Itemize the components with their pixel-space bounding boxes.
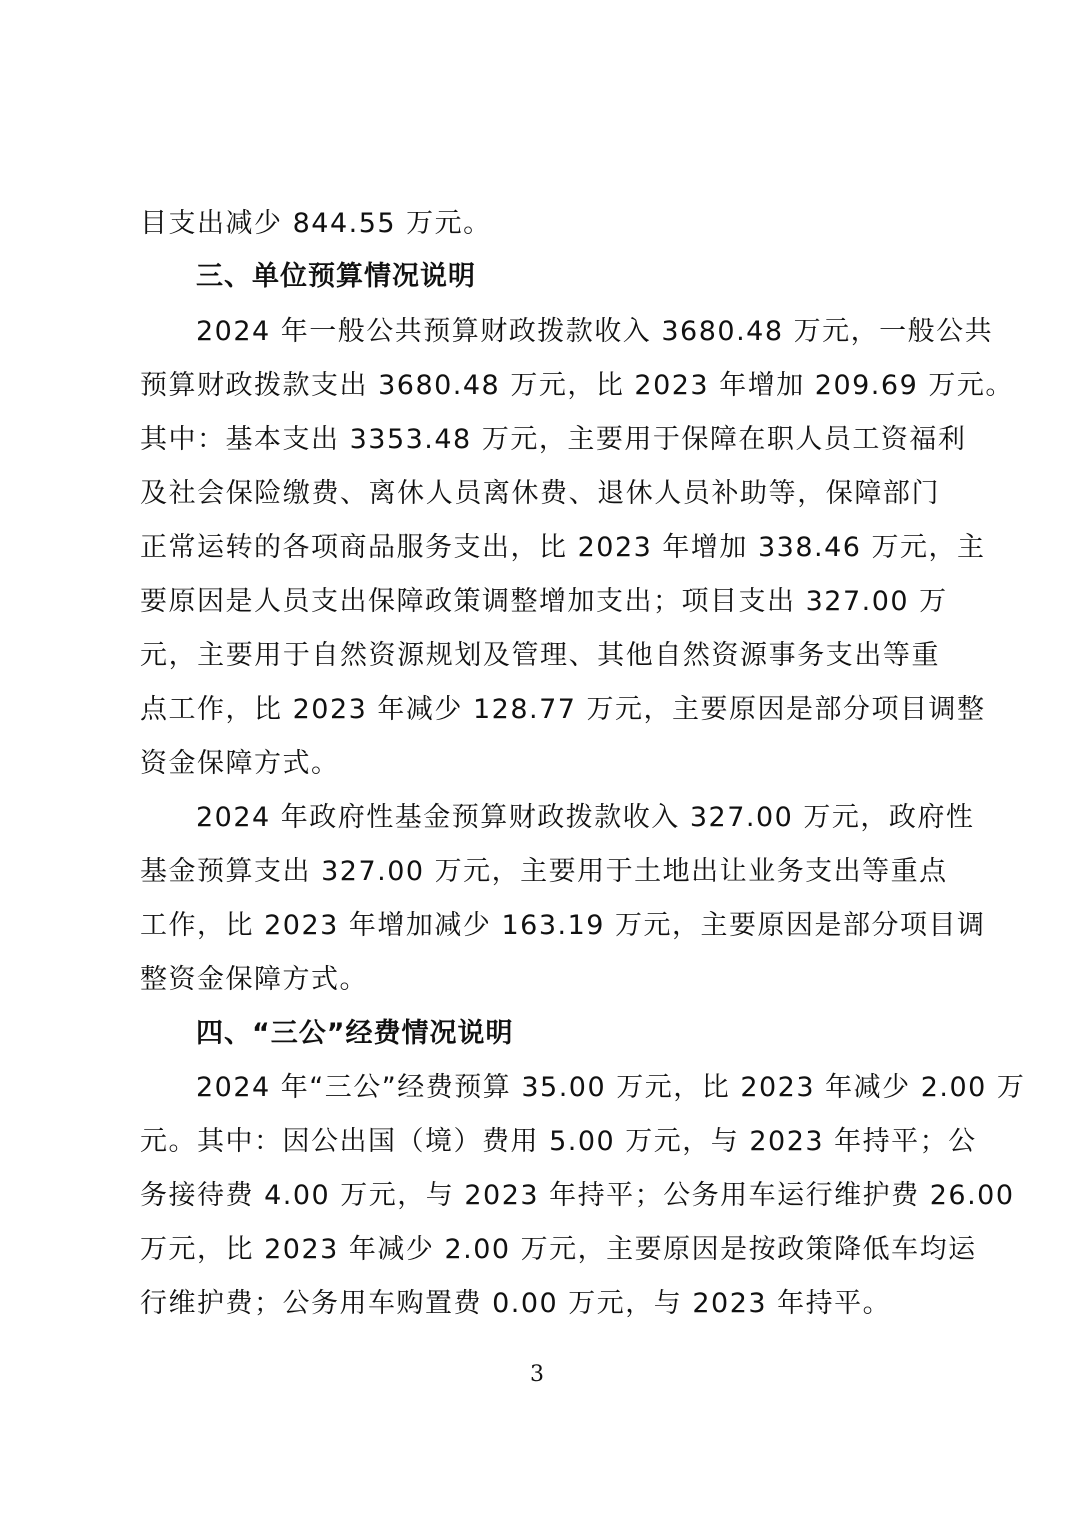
paragraph-line: 元，主要用于自然资源规划及管理、其他自然资源事务支出等重 [140, 640, 940, 671]
paragraph-line: 其中：基本支出 3353.48 万元，主要用于保障在职人员工资福利 [140, 424, 967, 455]
paragraph-line: 务接待费 4.00 万元，与 2023 年持平；公务用车运行维护费 26.00 [140, 1180, 1015, 1211]
section-heading: 四、“三公”经费情况说明 [196, 1018, 514, 1049]
paragraph-line: 行维护费；公务用车购置费 0.00 万元，与 2023 年持平。 [140, 1288, 892, 1319]
paragraph-line: 工作，比 2023 年增加减少 163.19 万元，主要原因是部分项目调 [140, 910, 986, 941]
paragraph-line: 2024 年政府性基金预算财政拨款收入 327.00 万元，政府性 [196, 802, 975, 833]
paragraph-line: 要原因是人员支出保障政策调整增加支出；项目支出 327.00 万 [140, 586, 948, 617]
paragraph-line: 及社会保险缴费、离休人员离休费、退休人员补助等，保障部门 [140, 478, 940, 509]
page-number: 3 [530, 1362, 544, 1387]
paragraph-line: 基金预算支出 327.00 万元，主要用于土地出让业务支出等重点 [140, 856, 948, 887]
section-heading: 三、单位预算情况说明 [196, 261, 476, 292]
paragraph-line: 2024 年一般公共预算财政拨款收入 3680.48 万元，一般公共 [196, 316, 994, 347]
paragraph-line: 预算财政拨款支出 3680.48 万元，比 2023 年增加 209.69 万元。 [140, 370, 1014, 401]
paragraph-line: 点工作，比 2023 年减少 128.77 万元，主要原因是部分项目调整 [140, 694, 986, 725]
paragraph-line: 目支出减少 844.55 万元。 [140, 208, 492, 239]
paragraph-line: 2024 年“三公”经费预算 35.00 万元，比 2023 年减少 2.00 万 [196, 1072, 1026, 1103]
paragraph-line: 元。其中：因公出国（境）费用 5.00 万元，与 2023 年持平；公 [140, 1126, 977, 1157]
paragraph-line: 万元，比 2023 年减少 2.00 万元，主要原因是按政策降低车均运 [140, 1234, 977, 1265]
paragraph-line: 整资金保障方式。 [140, 964, 368, 995]
paragraph-line: 资金保障方式。 [140, 748, 340, 779]
paragraph-line: 正常运转的各项商品服务支出，比 2023 年增加 338.46 万元，主 [140, 532, 986, 563]
